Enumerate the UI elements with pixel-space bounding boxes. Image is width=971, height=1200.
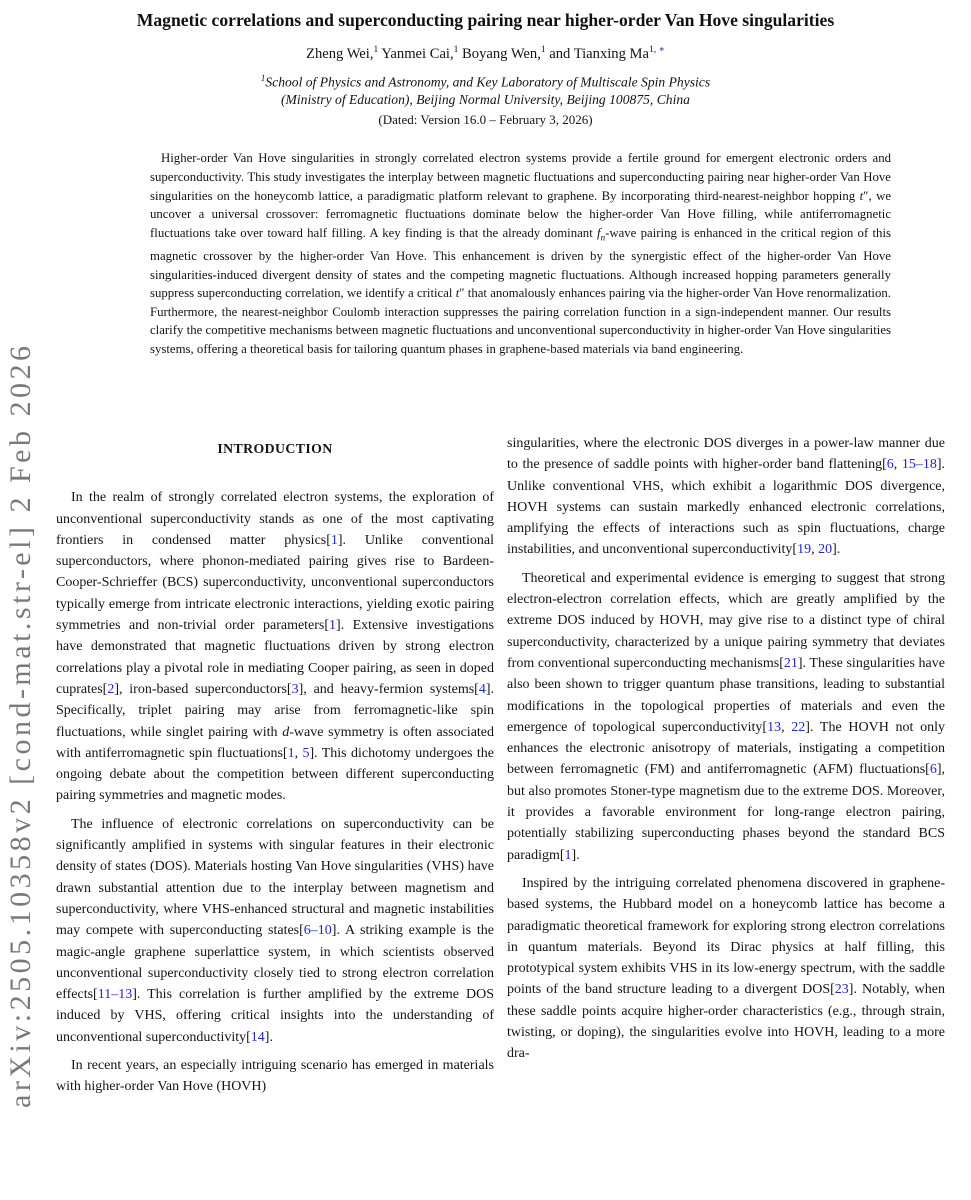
- paper-header: [0, 10, 971, 128]
- date-line: (Dated: Version 16.0 – February 3, 2026): [378, 112, 593, 128]
- citation-link[interactable]: 20: [818, 542, 833, 558]
- citation-link[interactable]: 13: [767, 719, 782, 735]
- paper-title: Magnetic correlations and superconducting pairing near higher-order Van Hove singularities: [136, 10, 835, 30]
- paragraph: The influence of electronic correlations on superconductivity can be significantly amplified in systems with singular features in their electronic density of states (DOS). Materials hosting Van Hove singularities (VHS) have drawn substantial attention due to the interplay between magnetism and superconductivity, where VHS-enhanced structural and magnetic instabilities may compete with superconducting states[6–10]. A striking example is the magic-angle graphene superlattice system, in which scientists observed unconventional superconductivity closely tied to strong electron correlation effects[11–13]. This correlation is further amplified by the extreme DOS induced by VHS, offering critical insights into the understanding of unconventional superconductivity[14].: [56, 816, 494, 1045]
- affiliation-block: [0, 70, 971, 109]
- two-column-body: [56, 433, 946, 1105]
- section-heading-introduction: INTRODUCTION: [217, 441, 333, 456]
- paragraph: In recent years, an especially intriguing scenario has emerged in materials with higher-order Van Hove (HOVH): [56, 1058, 494, 1095]
- citation-link[interactable]: 14: [250, 1029, 265, 1045]
- citation-link[interactable]: 6: [929, 762, 937, 778]
- citation-link[interactable]: 4: [478, 681, 486, 697]
- abstract: Higher-order Van Hove singularities in strongly correlated electron systems provide a fertile ground for emergent electronic orders and superconductivity. This study investigates the interplay between magnetic fluctuations and superconducting pairing near higher-order Van Hove singularities on the honeycomb lattice, a paradigmatic platform relevant to graphene. By incorporating third-nearest-neighbor hopping t″, we uncover a universal crossover: ferromagnetic fluctuations dominate below the higher-order Van Hove filling, while antiferromagnetic fluctuations take over toward half filling. A key finding is that the already dominant $f_n$-wave pairing is enhanced in the critical region of this magnetic crossover by the higher-order Van Hove. This enhancement is driven by the synergistic effect of the higher-order Van Hove singularities-induced divergent density of states and the competing magnetic fluctuations. Although increased hopping parameters generally suppress superconducting correlation, we identify a critical t″ that anomalously enhances pairing via the higher-order Van Hove renormalization. Furthermore, the nearest-neighbor Coulomb interaction suppresses the pairing correlation function in a sign-independent manner. Our results clarify the competitive mechanisms between magnetic fluctuations and unconventional superconductivity in higher-order Van Hove singularities systems, offering a theoretical basis for tailoring quantum phases in graphene-based materials via band engineering.: [150, 151, 892, 356]
- affiliation-line-2: (Ministry of Education), Beijing Normal University, Beijing 100875, China: [281, 91, 690, 107]
- citation-link[interactable]: 2: [107, 681, 115, 697]
- citation-link[interactable]: ∗: [658, 45, 665, 55]
- citation-link[interactable]: 23: [834, 982, 849, 998]
- author-line: Zheng Wei,$^1$ Yanmei Cai,$^1$ Boyang Wen,$^1$ and Tianxing $Ma^{1, ∗}$: [306, 45, 665, 62]
- paragraph: singularities, where the electronic DOS diverges in a power-law manner due to the presence of saddle points with higher-order band flattening[6, 15–18]. Unlike conventional VHS, which exhibit a logarithmic DOS divergence, HOVH systems can sustain markedly enhanced electronic correlations, amplifying the effects of interactions such as spin fluctuations, charge instabilities, and unconventional superconductivity[19, 20].: [507, 436, 945, 558]
- affiliation-line-1: $^1$School of Physics and Astronomy, and Key Laboratory of Multiscale Spin Physics: [260, 72, 711, 90]
- citation-link[interactable]: 15–18: [901, 457, 937, 473]
- citation-link[interactable]: 6: [886, 457, 894, 473]
- column-right: [507, 433, 945, 1105]
- citation-link[interactable]: 1: [564, 847, 572, 863]
- citation-link[interactable]: 3: [291, 681, 299, 697]
- citation-link[interactable]: 1: [287, 745, 295, 761]
- paragraph: Inspired by the intriguing correlated phenomena discovered in graphene-based systems, the Hubbard model on a honeycomb lattice has become a paradigmatic theoretical framework for exploring strong electron correlations in quantum materials. Beyond its Dirac physics at half filling, this prototypical system exhibits VHS in its low-energy spectrum, with the saddle points of the band structure leading to a divergent DOS[23]. Notably, when these saddle points acquire higher-order characteristics (e.g., through strain, twisting, or doping), the singularities evolve into HOVH, leading to a more dra-: [507, 875, 945, 1062]
- citation-link[interactable]: 6–10: [303, 923, 332, 939]
- citation-link[interactable]: 19: [797, 542, 812, 558]
- column-left: [56, 433, 494, 1105]
- citation-link[interactable]: 5: [302, 745, 310, 761]
- citation-link[interactable]: 1: [330, 532, 338, 548]
- citation-link[interactable]: 11–13: [97, 987, 133, 1003]
- citation-link[interactable]: 21: [783, 655, 798, 671]
- arxiv-stamp: arXiv:2505.10358v2 [cond-mat.str-el] 2 Feb 2026: [4, 342, 37, 1108]
- paragraph: Theoretical and experimental evidence is emerging to suggest that strong electron-electron correlation effects, which are greatly amplified by the extreme DOS induced by HOVH, may give rise to a distinct type of chiral superconductivity, characterized by a unique pairing symmetry that deviates from conventional superconducting mechanisms[21]. These singularities have also been shown to trigger quantum phase transitions, leading to substantial modifications in the topological properties of materials and even the emergence of topological superconductivity[13, 22]. The HOVH not only enhances the electronic anisotropy of materials, instigating a competition between ferromagnetic (FM) and antiferromagnetic (AFM) fluctuations[6], but also promotes Stoner-type magnetism due to the extreme DOS. Moreover, it provides a favorable environment for long-range electron pairing, potentially stabilizing superconducting phases beyond the standard BCS paradigm[1].: [507, 570, 945, 863]
- citation-link[interactable]: 22: [791, 719, 806, 735]
- citation-link[interactable]: 1: [329, 618, 337, 634]
- paragraph: In the realm of strongly correlated electron systems, the exploration of unconventional superconductivity stands as one of the most captivating frontiers in condensed matter physics[1]. Unlike conventional superconductors, where phonon-mediated pairing gives rise to Bardeen-Cooper-Schrieffer (BCS) superconductivity, unconventional superconductors typically emerge from intricate electronic interactions, yielding exotic pairing symmetries and non-trivial order parameters[1]. Extensive investigations have demonstrated that magnetic fluctuations driven by strong electron correlations play a pivotal role in mediating Cooper pairing, as seen in doped cuprates[2], iron-based superconductors[3], and heavy-fermion systems[4]. Specifically, triplet pairing may arise from ferromagnetic-like spin fluctuations, while singlet pairing with d-wave symmetry is often associated with antiferromagnetic spin fluctuations[1, 5]. This dichotomy undergoes the ongoing debate about the competition between different superconducting pairing symmetries and magnetic modes.: [56, 490, 495, 804]
